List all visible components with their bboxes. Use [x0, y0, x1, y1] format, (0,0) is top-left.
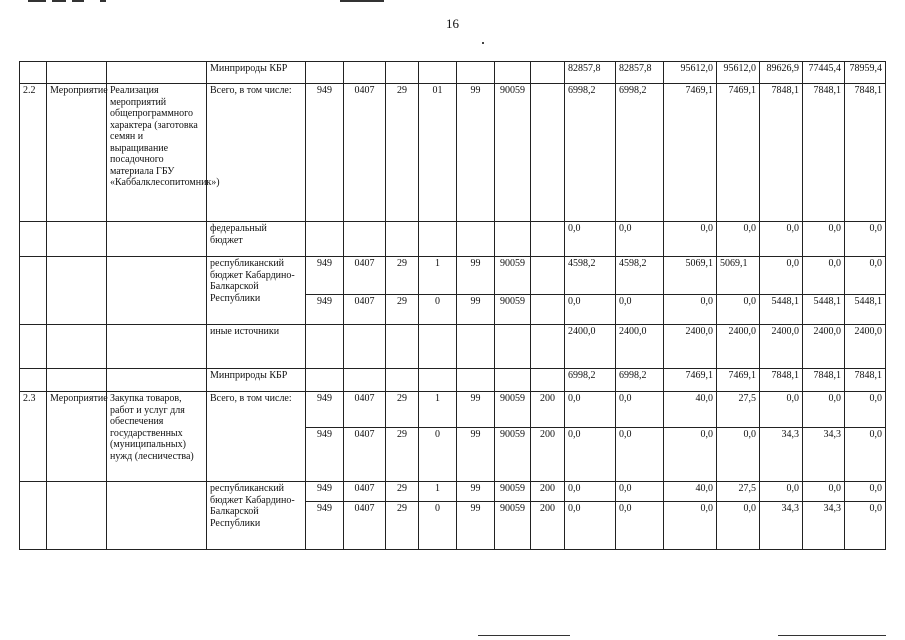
table-row: Минприроды КБР 82857,8 82857,8 95612,0 95612,0 89626,9 77445,4 78959,4 — [20, 62, 886, 84]
item-type: Мероприятие — [47, 84, 107, 222]
bottom-scan-line — [478, 635, 570, 636]
bottom-scan-line — [778, 635, 886, 636]
item-number: 2.3 — [20, 392, 47, 482]
page-number: 16 — [446, 16, 459, 31]
table-row: 949 0407 29 0 99 90059 200 0,0 0,0 0,0 0,0 34,3 34,3 0,0 — [20, 502, 886, 550]
budget-table — [19, 61, 886, 550]
table-row: федеральный бюджет 0,0 0,0 0,0 0,0 0,0 0,0 0,0 — [20, 222, 886, 257]
table-row: иные источники 2400,0 2400,0 2400,0 2400,0 2400,0 2400,0 2400,0 — [20, 325, 886, 369]
table-row: Минприроды КБР 6998,2 6998,2 7469,1 7469,1 7848,1 7848,1 7848,1 — [20, 369, 886, 392]
item-number: 2.2 — [20, 84, 47, 222]
scan-dot — [482, 42, 484, 44]
table-row: 949 0407 29 0 99 90059 0,0 0,0 0,0 0,0 5448,1 5448,1 5448,1 — [20, 295, 886, 325]
table-row: республиканский бюджет Кабардино-Балкарской Республики 949 0407 29 1 99 90059 4598,2 4598,2 5069,1 5069,1 0,0 0,0 0,0 — [20, 257, 886, 295]
table-row: 2.3 Мероприятие Закупка товаров, работ и услуг для обеспечения государственных (муниципальных) нужд (лесничества) Всего, в том числе: 949 0407 29 1 99 90059 200 0,0 0,0 40,0 27,5 0,0 0,0 0,0 — [20, 392, 886, 428]
table-row: республиканский бюджет Кабардино-Балкарской Республики 949 0407 29 1 99 90059 200 0,0 0,0 40,0 27,5 0,0 0,0 0,0 — [20, 482, 886, 502]
item-type: Мероприятие — [47, 392, 107, 482]
table-row: 949 0407 29 0 99 90059 200 0,0 0,0 0,0 0,0 34,3 34,3 0,0 — [20, 428, 886, 482]
top-scan-marks — [28, 0, 448, 4]
item-name: Реализация мероприятий общепрограммного характера (заготовка семян и выращивание посадочного материала ГБУ «Каббалклесопитомник») — [107, 84, 207, 222]
table-row: 2.2 Мероприятие Реализация мероприятий общепрограммного характера (заготовка семян и выращивание посадочного материала ГБУ «Каббалклесопитомник») Всего, в том числе: 949 0407 29 01 99 90059 6998,2 6998,2 7469,1 7469,1 7848,1 7848,1 7848,1 — [20, 84, 886, 222]
responsible-label: Минприроды КБР — [207, 62, 306, 84]
item-name: Закупка товаров, работ и услуг для обеспечения государственных (муниципальных) нужд (лесничества) — [107, 392, 207, 482]
